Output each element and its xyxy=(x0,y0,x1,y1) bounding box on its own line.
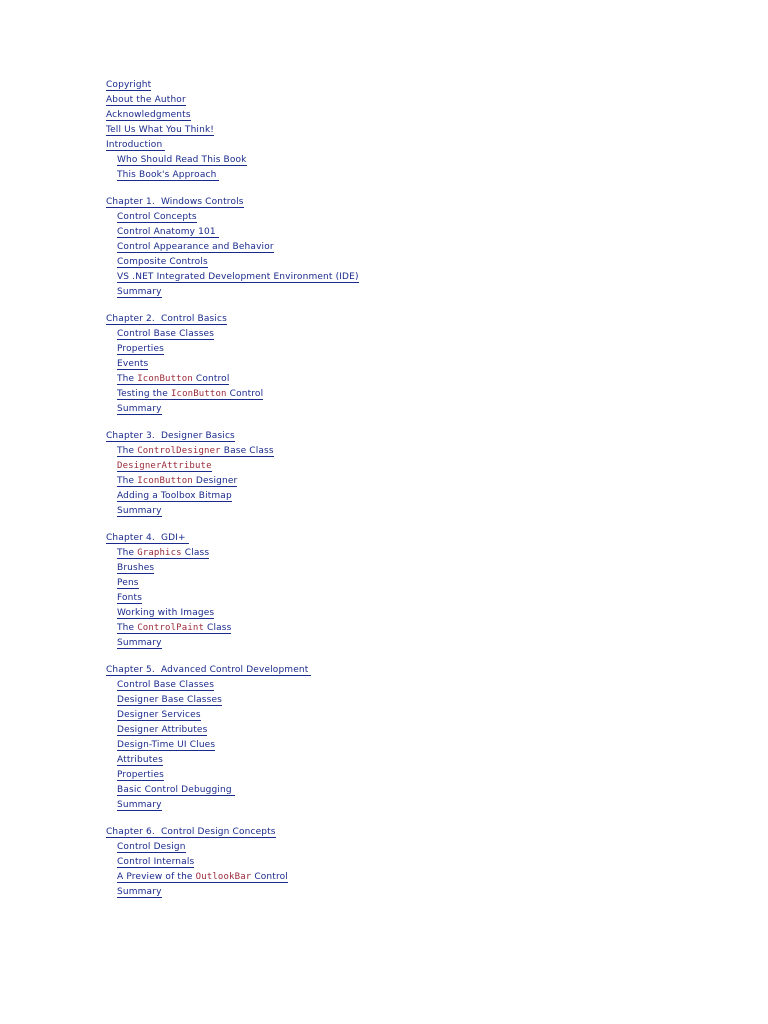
chapter-link[interactable] xyxy=(106,665,311,676)
link-text: VS .NET Integrated Development Environment (IDE) xyxy=(117,272,359,282)
toc-section-entry xyxy=(106,329,706,344)
toc-section-entry xyxy=(106,227,706,242)
toc-section-entry xyxy=(106,725,706,740)
toc-section-entry xyxy=(106,272,706,287)
code-identifier-text: ControlPaint xyxy=(137,623,205,633)
toc-section-entry xyxy=(106,170,706,185)
link-text: Fonts xyxy=(117,593,143,603)
section-link[interactable] xyxy=(117,389,263,400)
toc-section-entry xyxy=(106,461,706,476)
section-link[interactable] xyxy=(117,872,288,883)
section-link[interactable] xyxy=(117,446,274,457)
link-text: The xyxy=(117,446,138,456)
link-text: Designer Base Classes xyxy=(117,695,223,705)
link-text: Testing the xyxy=(117,389,171,399)
table-of-contents xyxy=(106,80,706,902)
link-text: Control Concepts xyxy=(117,212,197,222)
chapter-link[interactable] xyxy=(106,197,244,208)
section-link[interactable] xyxy=(117,374,229,385)
link-text: Introduction xyxy=(106,140,166,150)
link-text: Chapter 2. Control Basics xyxy=(106,314,227,324)
link-text: Summary xyxy=(117,404,162,414)
toc-section-entry xyxy=(106,155,706,170)
link-text: Control xyxy=(226,389,264,399)
link-text: Control Base Classes xyxy=(117,680,215,690)
toc-chapter-entry xyxy=(106,314,706,329)
link-text: Brushes xyxy=(117,563,155,573)
link-text: Summary xyxy=(117,800,162,810)
link-text: Chapter 5. Advanced Control Development xyxy=(106,665,312,675)
toc-section-entry xyxy=(106,344,706,359)
link-text: Properties xyxy=(117,770,164,780)
toc-section-entry xyxy=(106,887,706,902)
toc-section-entry xyxy=(106,476,706,491)
toc-section-entry xyxy=(106,389,706,404)
toc-section-entry xyxy=(106,680,706,695)
chapter-link[interactable] xyxy=(106,80,151,91)
section-link[interactable] xyxy=(117,242,274,253)
toc-section-entry xyxy=(106,842,706,857)
chapter-link[interactable] xyxy=(106,533,189,544)
toc-chapter-entry xyxy=(106,431,706,446)
toc-section-entry xyxy=(106,785,706,800)
toc-chapter-entry xyxy=(106,197,706,212)
code-identifier-text: OutlookBar xyxy=(195,872,252,882)
chapter-link[interactable] xyxy=(106,314,227,325)
link-text: Design-Time UI Clues xyxy=(117,740,216,750)
link-text: Control Base Classes xyxy=(117,329,215,339)
section-link[interactable] xyxy=(117,695,222,706)
toc-section-entry xyxy=(106,800,706,815)
section-link[interactable] xyxy=(117,329,214,340)
chapter-link[interactable] xyxy=(106,110,191,121)
section-link[interactable] xyxy=(117,461,212,472)
section-link[interactable] xyxy=(117,842,186,853)
section-link[interactable] xyxy=(117,257,208,268)
toc-section-entry xyxy=(106,404,706,419)
section-link[interactable] xyxy=(117,212,197,223)
toc-section-entry xyxy=(106,242,706,257)
section-link[interactable] xyxy=(117,725,207,736)
section-link[interactable] xyxy=(117,710,201,721)
chapter-link[interactable] xyxy=(106,140,165,151)
toc-section-entry xyxy=(106,593,706,608)
link-text: Class xyxy=(181,548,210,558)
link-text: Pens xyxy=(117,578,139,588)
code-identifier-text: IconButton xyxy=(137,374,193,384)
link-text: Control xyxy=(251,872,288,882)
toc-section-entry xyxy=(106,638,706,653)
chapter-link[interactable] xyxy=(106,95,186,106)
toc-chapter-entry xyxy=(106,110,706,125)
toc-section-entry xyxy=(106,374,706,389)
link-text: Chapter 6. Control Design Concepts xyxy=(106,827,276,837)
section-link[interactable] xyxy=(117,770,164,781)
toc-section-entry xyxy=(106,740,706,755)
link-text: Who Should Read This Book xyxy=(117,155,247,165)
toc-section-entry xyxy=(106,857,706,872)
toc-section-entry xyxy=(106,548,706,563)
link-text: Control Anatomy 101 xyxy=(117,227,219,237)
toc-section-entry xyxy=(106,359,706,374)
section-link[interactable] xyxy=(117,680,214,691)
chapter-link[interactable] xyxy=(106,827,276,838)
link-text: Summary xyxy=(117,506,162,516)
link-text: Designer Services xyxy=(117,710,201,720)
section-link[interactable] xyxy=(117,593,142,604)
section-link[interactable] xyxy=(117,404,162,415)
toc-section-entry xyxy=(106,257,706,272)
code-identifier-text: IconButton xyxy=(137,476,193,486)
toc-section-entry xyxy=(106,623,706,638)
section-link[interactable] xyxy=(117,155,247,166)
section-link[interactable] xyxy=(117,857,194,868)
section-link[interactable] xyxy=(117,272,359,283)
section-link[interactable] xyxy=(117,491,232,502)
toc-chapter-entry xyxy=(106,80,706,95)
link-text: Summary xyxy=(117,287,162,297)
toc-chapter-entry xyxy=(106,140,706,155)
section-link[interactable] xyxy=(117,740,215,751)
link-text: Attributes xyxy=(117,755,163,765)
code-identifier-text: ControlDesigner xyxy=(137,446,221,456)
link-text: Summary xyxy=(117,887,162,897)
section-link[interactable] xyxy=(117,578,139,589)
toc-section-entry xyxy=(106,710,706,725)
section-link[interactable] xyxy=(117,800,162,811)
chapter-link[interactable] xyxy=(106,125,214,136)
link-text: Properties xyxy=(117,344,164,354)
toc-chapter-entry xyxy=(106,125,706,140)
code-identifier-text: Graphics xyxy=(137,548,182,558)
link-text: Summary xyxy=(117,638,162,648)
section-link[interactable] xyxy=(117,638,162,649)
toc-section-entry xyxy=(106,446,706,461)
link-text: This Book's Approach xyxy=(117,170,220,180)
link-text: Base Class xyxy=(220,446,274,456)
toc-chapter-entry xyxy=(106,665,706,680)
toc-chapter-entry xyxy=(106,827,706,842)
link-text: Tell Us What You Think! xyxy=(106,125,215,135)
section-link[interactable] xyxy=(117,755,163,766)
link-text: Control xyxy=(192,374,230,384)
link-text: The xyxy=(117,476,138,486)
section-link[interactable] xyxy=(117,548,209,559)
toc-chapter-entry xyxy=(106,95,706,110)
link-text: Adding a Toolbox Bitmap xyxy=(117,491,232,501)
section-link[interactable] xyxy=(117,608,214,619)
link-text: The xyxy=(117,374,138,384)
link-text: Control Appearance and Behavior xyxy=(117,242,274,252)
section-link[interactable] xyxy=(117,476,237,487)
toc-section-entry xyxy=(106,608,706,623)
link-text: Basic Control Debugging xyxy=(117,785,235,795)
section-link[interactable] xyxy=(117,785,235,796)
toc-section-entry xyxy=(106,872,706,887)
link-text: Designer xyxy=(192,476,238,486)
link-text: Acknowledgments xyxy=(106,110,191,120)
link-text: The xyxy=(117,623,138,633)
link-text: The xyxy=(117,548,138,558)
link-text: Events xyxy=(117,359,149,369)
link-text: Chapter 3. Designer Basics xyxy=(106,431,235,441)
section-link[interactable] xyxy=(117,506,162,517)
code-identifier-text: IconButton xyxy=(170,389,227,399)
code-identifier-text: DesignerAttribute xyxy=(117,461,212,471)
chapter-link[interactable] xyxy=(106,431,235,442)
link-text: Chapter 1. Windows Controls xyxy=(106,197,244,207)
toc-section-entry xyxy=(106,770,706,785)
section-link[interactable] xyxy=(117,170,219,181)
toc-section-entry xyxy=(106,755,706,770)
toc-section-entry xyxy=(106,695,706,710)
section-link[interactable] xyxy=(117,287,162,298)
section-link[interactable] xyxy=(117,563,154,574)
link-text: About the Author xyxy=(106,95,186,105)
toc-section-entry xyxy=(106,287,706,302)
toc-section-entry xyxy=(106,563,706,578)
section-link[interactable] xyxy=(117,344,164,355)
section-link[interactable] xyxy=(117,887,162,898)
toc-section-entry xyxy=(106,212,706,227)
link-text: Control Design xyxy=(117,842,186,852)
link-text: A Preview of the xyxy=(117,872,196,882)
link-text: Composite Controls xyxy=(117,257,208,267)
link-text: Working with Images xyxy=(117,608,215,618)
toc-section-entry xyxy=(106,491,706,506)
link-text: Class xyxy=(204,623,232,633)
link-text: Copyright xyxy=(106,80,152,90)
section-link[interactable] xyxy=(117,359,148,370)
section-link[interactable] xyxy=(117,227,219,238)
section-link[interactable] xyxy=(117,623,231,634)
link-text: Designer Attributes xyxy=(117,725,208,735)
toc-section-entry xyxy=(106,506,706,521)
link-text: Chapter 4. GDI+ xyxy=(106,533,189,543)
link-text: Control Internals xyxy=(117,857,195,867)
toc-section-entry xyxy=(106,578,706,593)
toc-chapter-entry xyxy=(106,533,706,548)
